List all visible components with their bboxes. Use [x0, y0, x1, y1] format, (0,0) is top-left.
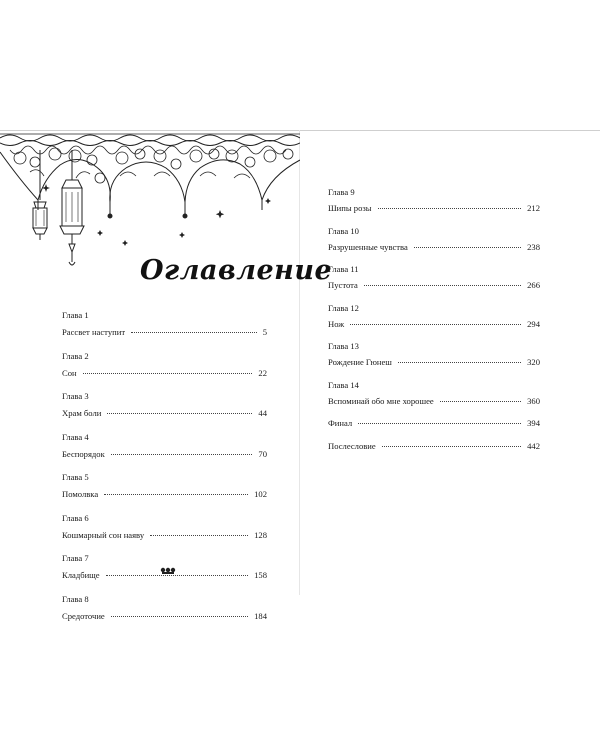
- toc-left-column: [62, 310, 267, 634]
- page-number: 212: [527, 203, 540, 213]
- toc-entry[interactable]: [328, 341, 540, 367]
- page-number: 320: [527, 357, 540, 367]
- dot-leader: [414, 247, 521, 248]
- dot-leader: [364, 285, 521, 286]
- toc-entry[interactable]: [328, 264, 540, 290]
- page-number: 294: [527, 318, 540, 329]
- toc-entry[interactable]: [62, 594, 267, 621]
- dot-leader: [83, 373, 253, 374]
- dot-leader: [440, 401, 521, 402]
- toc-entry[interactable]: [328, 226, 540, 252]
- dot-leader: [382, 446, 521, 447]
- page-number: 22: [258, 367, 267, 378]
- dot-leader: [131, 332, 257, 333]
- page-number: 44: [258, 408, 267, 418]
- chapter-label: Глава 11: [328, 264, 359, 274]
- dot-leader: [398, 362, 521, 363]
- chapter-title: Кошмарный сон наяву: [62, 529, 145, 540]
- toc-entry[interactable]: [328, 187, 540, 213]
- chapter-label: Глава 12: [328, 302, 359, 313]
- chapter-label: Глава 8: [62, 593, 89, 604]
- chapter-label: Глава 2: [62, 350, 89, 361]
- chapter-title: Финал: [328, 418, 353, 428]
- dot-leader: [107, 413, 252, 414]
- chapter-title: Вспоминай обо мне хорошее: [328, 395, 434, 406]
- page-number: 184: [254, 610, 267, 621]
- page-number: 158: [254, 570, 267, 580]
- chapter-title: Рассвет наступит: [62, 327, 126, 337]
- chapter-title: Помолвка: [62, 489, 99, 499]
- chapter-label: Глава 10: [328, 225, 359, 236]
- chapter-title: Кладбище: [62, 570, 100, 580]
- page-number: 70: [258, 448, 267, 459]
- chapter-label: Глава 5: [62, 472, 89, 482]
- dot-leader: [150, 535, 248, 536]
- page-number: 394: [527, 418, 540, 428]
- dot-leader: [106, 575, 248, 576]
- chapter-label: Глава 13: [328, 341, 359, 351]
- chapter-label: Глава 4: [62, 431, 89, 442]
- chapter-label: Глава 6: [62, 512, 89, 523]
- chapter-title: Средоточие: [62, 610, 105, 621]
- chapter-label: Глава 7: [62, 553, 89, 563]
- dot-leader: [104, 494, 248, 495]
- page-number: 360: [527, 395, 540, 406]
- toc-entry-final[interactable]: [328, 418, 540, 428]
- page-number: 5: [262, 327, 267, 337]
- page-number: 102: [254, 489, 267, 499]
- toc-entry[interactable]: [328, 380, 540, 406]
- folio-ornament-icon: [160, 567, 176, 575]
- toc-entry[interactable]: [62, 391, 267, 418]
- chapter-title: Послесловие: [328, 440, 376, 451]
- toc-entry-afterword[interactable]: [328, 441, 540, 451]
- page-number: 266: [527, 280, 540, 290]
- page-number: 128: [254, 529, 267, 540]
- dot-leader: [111, 616, 248, 617]
- toc-entry[interactable]: [62, 472, 267, 499]
- chapter-title: Храм боли: [62, 408, 102, 418]
- chapter-title: Нож: [328, 318, 345, 329]
- chapter-label: Глава 1: [62, 310, 89, 320]
- chapter-label: Глава 9: [328, 187, 355, 197]
- dot-leader: [350, 324, 521, 325]
- toc-entry[interactable]: [328, 303, 540, 329]
- chapter-title: Сон: [62, 367, 77, 378]
- dot-leader: [111, 454, 253, 455]
- page-number: 442: [527, 440, 540, 451]
- toc-heading: Оглавление: [140, 255, 333, 286]
- dot-leader: [378, 208, 522, 209]
- toc-entry[interactable]: [62, 432, 267, 459]
- toc-entry[interactable]: [62, 513, 267, 540]
- toc-right-column: [328, 187, 540, 463]
- chapter-title: Пустота: [328, 280, 358, 290]
- toc-entry[interactable]: [62, 310, 267, 337]
- chapter-title: Беспорядок: [62, 448, 105, 459]
- chapter-title: Рождение Гюнеш: [328, 357, 392, 367]
- page-number: 238: [527, 241, 540, 252]
- dot-leader: [358, 423, 521, 424]
- chapter-title: Разрушенные чувства: [328, 241, 408, 252]
- chapter-label: Глава 14: [328, 379, 359, 390]
- toc-entry[interactable]: [62, 351, 267, 378]
- chapter-label: Глава 3: [62, 391, 89, 401]
- chapter-title: Шипы розы: [328, 203, 372, 213]
